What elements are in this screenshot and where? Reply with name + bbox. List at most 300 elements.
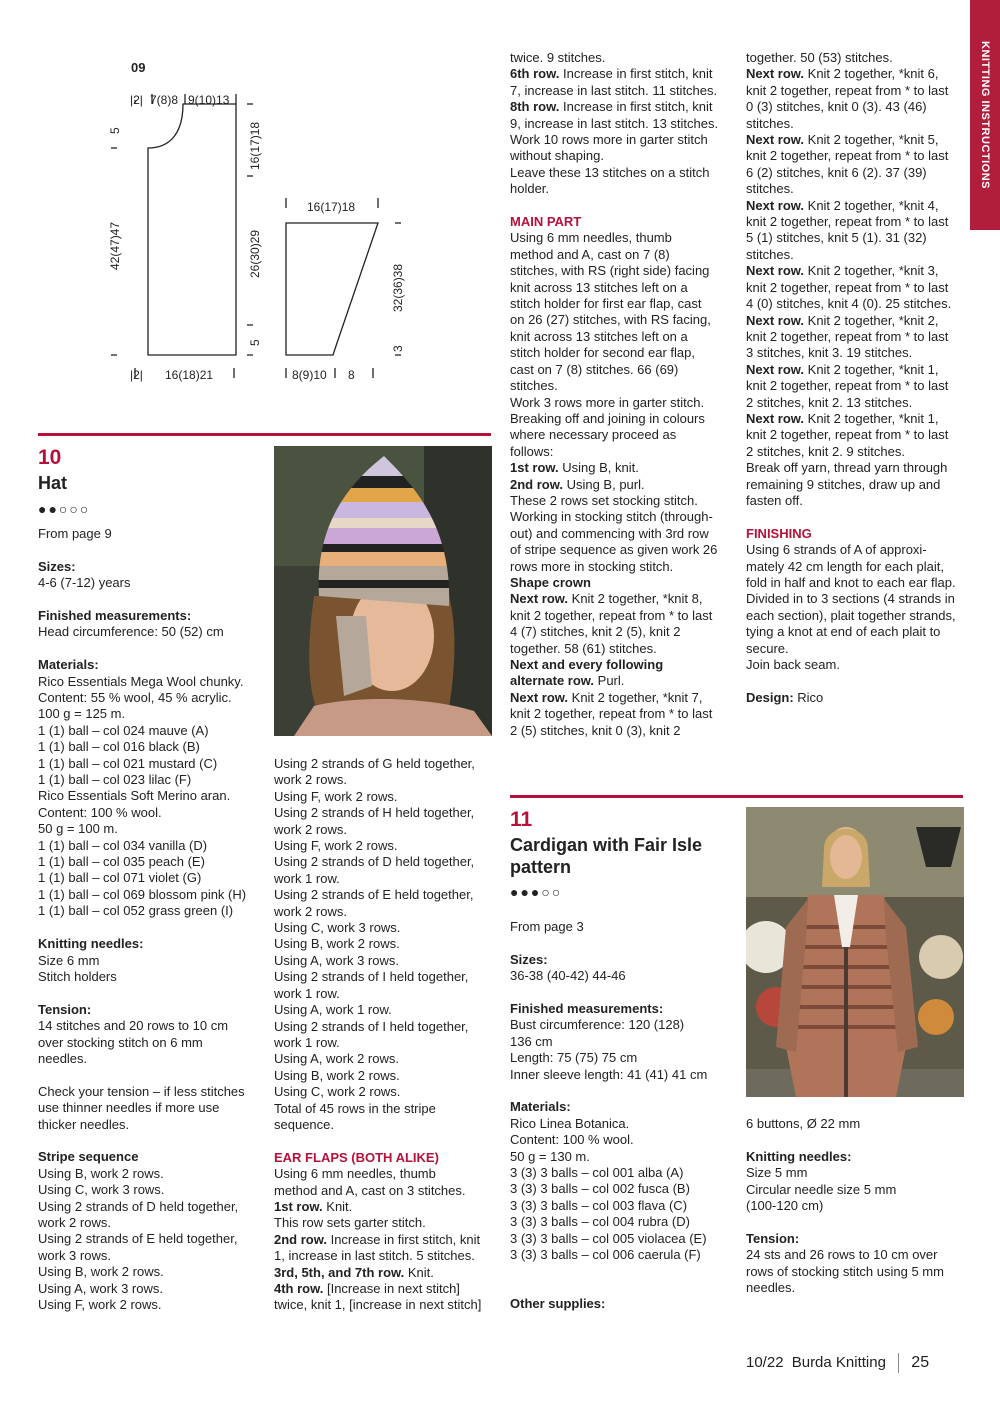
materials-line: 1 (1) ball – col 034 vanilla (D)	[38, 837, 208, 853]
instruction-line	[746, 329, 971, 345]
instruction-line-label: Next row.	[746, 410, 805, 426]
stripe-line: Using 2 strands of H held together,	[274, 805, 475, 821]
instruction-line-text: on 26 (27) stitches, with RS facing,	[510, 312, 711, 328]
instruction-line-text: knit 2 together, repeat from * to last	[746, 82, 949, 98]
instruction-line-text: 9, increase in last stitch. 13 stitches.	[510, 115, 719, 131]
stripe-line: Using A, work 2 rows.	[274, 1051, 399, 1067]
instruction-line	[274, 1281, 499, 1297]
instruction-line-text: Knit 2 together, *knit 3,	[804, 263, 939, 279]
instruction-line-label: Next row.	[510, 689, 569, 705]
instruction-line-label: Next and every following	[510, 657, 664, 673]
materials-line: 3 (3) 3 balls – col 003 flava (C)	[510, 1197, 688, 1213]
instruction-line	[510, 230, 735, 246]
instruction-line-text: where necessary proceed as	[510, 427, 677, 443]
instruction-line-text: remaining 9 stitches, draw up and	[746, 476, 941, 492]
finishing-line: fold in half and knot to each ear flap.	[746, 574, 956, 590]
materials-line: 50 g = 100 m.	[38, 821, 118, 837]
instruction-line-text: [Increase in next stitch]	[323, 1280, 460, 1296]
instruction-line	[746, 378, 971, 394]
instruction-line	[510, 50, 735, 66]
tension-line: over stocking stitch on 6 mm	[38, 1034, 203, 1050]
instruction-line-text: knit 2 together, repeat from * to last	[746, 148, 949, 164]
instruction-line-text: knit 2 together, repeat from * to last	[510, 607, 713, 623]
instruction-line	[510, 706, 735, 722]
instruction-line	[510, 641, 735, 657]
tension-line: needles.	[38, 1050, 88, 1066]
instruction-line-text: Increase in first stitch, knit	[326, 1231, 481, 1247]
cardigan-materials-list	[510, 1116, 735, 1264]
instruction-line-text: stitch holder for second ear flap,	[510, 345, 695, 361]
instruction-line-text: 1, increase in last stitch. 5 stitches.	[274, 1248, 475, 1264]
materials-line: Content: 55 % wool, 45 % acrylic.	[38, 690, 232, 706]
materials-line: 1 (1) ball – col 071 violet (G)	[38, 870, 202, 886]
materials-line: 100 g = 125 m.	[38, 706, 126, 722]
needles-line: Size 6 mm	[38, 952, 100, 968]
instruction-line-text: together. 50 (53) stitches.	[746, 50, 893, 65]
stripe-line: Using B, work 2 rows.	[274, 1067, 400, 1083]
measurement-line: Inner sleeve length: 41 (41) 41 cm	[510, 1066, 708, 1082]
materials-line: 1 (1) ball – col 016 black (B)	[38, 739, 200, 755]
ear-flaps-heading: EAR FLAPS (BOTH ALIKE)	[274, 1149, 439, 1165]
instruction-line	[510, 99, 735, 115]
instruction-line-text: follows:	[510, 443, 554, 459]
sizes-heading: Sizes:	[38, 558, 76, 574]
stripe-line: sequence.	[274, 1116, 334, 1132]
pattern-number-cardigan: 11	[510, 808, 533, 831]
check-line: use thinner needles if more use	[38, 1100, 220, 1116]
instruction-line-label: 3rd, 5th, and 7th row.	[274, 1264, 405, 1280]
instruction-line	[746, 444, 971, 460]
instruction-line-text: fasten off.	[746, 492, 803, 508]
finishing-line: Using 6 strands of A of approxi-	[746, 542, 927, 558]
instruction-line	[746, 427, 971, 443]
instruction-line-text: knit 2 together, repeat from * to last	[746, 279, 949, 295]
instruction-line-text: 3 stitches, knit 3. 19 stitches.	[746, 345, 913, 361]
instruction-line	[510, 296, 735, 312]
stripe-line: Using A, work 1 row.	[274, 1002, 392, 1018]
stripe-line: Using F, work 2 rows.	[274, 788, 398, 804]
sleeve-piece-outline	[286, 223, 378, 355]
instruction-line-text: Purl.	[594, 673, 625, 689]
instruction-line	[274, 1297, 499, 1313]
materials-line: 3 (3) 3 balls – col 002 fusca (B)	[510, 1181, 690, 1197]
instruction-line-text: 0 (3) stitches, knit 0 (3). 43 (46)	[746, 99, 927, 115]
instruction-line-text: Knit 2 together, *knit 1,	[804, 361, 939, 377]
materials-line: 1 (1) ball – col 021 mustard (C)	[38, 755, 218, 771]
main-part-text	[510, 230, 735, 739]
instruction-line	[510, 378, 735, 394]
instruction-line	[746, 493, 971, 509]
hat-column-2	[274, 756, 499, 1314]
dim-sleeve-top: 16(17)18	[307, 200, 356, 214]
instruction-line	[746, 362, 971, 378]
instruction-line	[510, 362, 735, 378]
stripe-sequence-list	[38, 1166, 263, 1314]
instruction-line-text: knit 2 together, repeat from * to last	[746, 214, 949, 230]
cardigan-needles-list	[746, 1165, 971, 1214]
instruction-line	[746, 181, 971, 197]
instruction-line-text: knit 2 together, repeat from * to last	[510, 706, 713, 722]
instruction-line-text: rows more in stocking stitch.	[510, 558, 674, 574]
hat-column-3	[510, 50, 735, 739]
measurements-heading: Finished measurements:	[38, 608, 192, 623]
instruction-line-text: Knit 2 together, *knit 8,	[568, 591, 703, 607]
instruction-line-text: knit 2 together, repeat from * to last	[746, 328, 949, 344]
difficulty-rating: ●●○○○	[38, 501, 91, 517]
footer-divider	[898, 1353, 899, 1373]
materials-line: 3 (3) 3 balls – col 006 caerula (F)	[510, 1247, 701, 1263]
instruction-line-text: Work 10 rows more in garter stitch	[510, 132, 708, 148]
instruction-line	[274, 1199, 499, 1215]
tension-text	[38, 1018, 263, 1067]
instruction-line-label: 1st row.	[274, 1198, 323, 1214]
instruction-line-text: of stripe sequence as given work 26	[510, 542, 718, 558]
instruction-line	[510, 83, 735, 99]
design-credit	[746, 690, 971, 706]
instruction-line	[510, 493, 735, 509]
instruction-line-text: knit across 13 stitches left on a	[510, 279, 688, 295]
cardigan-tension-heading: Tension:	[746, 1230, 800, 1246]
sizes-value: 4-6 (7-12) years	[38, 575, 131, 591]
instruction-line-text: knit 2 together, repeat from * to last	[746, 427, 949, 443]
needles-line: Stitch holders	[38, 968, 117, 984]
instruction-line-text: 7, increase in last stitch. 11 stitches.	[510, 82, 718, 98]
instruction-line-text: twice, knit 1, [increase in next stitch]	[274, 1297, 482, 1313]
instruction-line	[746, 280, 971, 296]
instruction-line-label: alternate row.	[510, 673, 595, 689]
side-tab	[970, 0, 1000, 230]
instruction-line-label: 2nd row.	[274, 1231, 327, 1247]
stripe-line: work 2 rows.	[38, 1214, 111, 1230]
materials-line: 3 (3) 3 balls – col 001 alba (A)	[510, 1165, 684, 1181]
instruction-line-text: stitches.	[746, 181, 794, 197]
instruction-line-label: Next row.	[746, 132, 805, 148]
schematic-diagram	[95, 50, 415, 390]
instruction-line-text: 2 stitches, knit 2. 9 stitches.	[746, 443, 905, 459]
instruction-line	[510, 542, 735, 558]
cardigan-from-page: From page 3	[510, 919, 584, 934]
instruction-line-text: Break off yarn, thread yarn through	[746, 460, 948, 476]
materials-line: 1 (1) ball – col 052 grass green (I)	[38, 903, 234, 919]
pattern-number: 10	[38, 446, 62, 469]
dim-top-2: |2|	[130, 93, 143, 107]
materials-list	[38, 674, 263, 920]
instruction-line	[746, 83, 971, 99]
stripe-line: work 1 row.	[274, 1034, 340, 1050]
materials-line: Rico Essentials Soft Merino aran.	[38, 788, 231, 804]
instruction-line	[510, 247, 735, 263]
instruction-line-text: together. 58 (61) stitches.	[510, 640, 657, 656]
footer-issue: 10/22	[746, 1353, 784, 1371]
instruction-line-text: 4 (0) stitches, knit 4 (0). 25 stitches.	[746, 296, 952, 312]
tension-line: 24 sts and 26 rows to 10 cm over	[746, 1247, 938, 1263]
instruction-line-text: Increase in first stitch, knit	[559, 66, 713, 82]
instruction-line	[510, 690, 735, 706]
cardigan-column-2	[746, 1116, 971, 1296]
stripe-line: Using C, work 3 rows.	[274, 920, 401, 936]
dim-right-side: 26(30)29	[248, 229, 262, 278]
cardigan-measurements-heading: Finished measurements:	[510, 1001, 664, 1016]
instruction-line	[746, 165, 971, 181]
instruction-line-text: Knit 2 together, *knit 7,	[568, 689, 703, 705]
stripe-line: Using 2 strands of G held together,	[274, 756, 475, 771]
instruction-line-text: Knit 2 together, *knit 4,	[804, 197, 939, 213]
instruction-line-text: knit across 13 stitches left on a	[510, 328, 688, 344]
instruction-line	[510, 624, 735, 640]
instruction-line	[746, 395, 971, 411]
stripe-line: Using B, work 2 rows.	[38, 1165, 164, 1181]
stripe-line: Using 2 strands of I held together,	[274, 1018, 469, 1034]
instruction-line	[746, 411, 971, 427]
cardigan-sizes-heading: Sizes:	[510, 951, 548, 967]
instruction-line-text: Knit 2 together, *knit 1,	[804, 410, 939, 426]
instruction-line	[274, 1183, 499, 1199]
stripe-line: work 1 row.	[274, 870, 340, 886]
instruction-line	[746, 132, 971, 148]
tension-heading: Tension:	[38, 1001, 92, 1017]
instruction-line	[510, 312, 735, 328]
instruction-line	[746, 263, 971, 279]
materials-line: Content: 100 % wool.	[38, 804, 162, 820]
dim-right-armhole: 16(17)18	[248, 121, 262, 170]
instruction-line	[746, 214, 971, 230]
instruction-line	[510, 657, 735, 673]
finishing-line: Divided in to 3 sections (4 strands in	[746, 591, 955, 607]
materials-heading: Materials:	[38, 657, 99, 673]
instruction-line-label: Next row.	[746, 263, 805, 279]
instruction-line-text: Using 6 mm needles, thumb	[274, 1166, 436, 1182]
instruction-line-text: Working in stocking stitch (through-	[510, 509, 713, 525]
main-part-heading: MAIN PART	[510, 214, 582, 230]
needles-list	[38, 953, 263, 986]
section-rule-cardigan	[510, 795, 963, 798]
cardigan-tension-text	[746, 1247, 971, 1296]
instruction-line	[510, 181, 735, 197]
stripe-line: Using F, work 2 rows.	[274, 838, 398, 854]
instruction-line-text: Knit 2 together, *knit 5,	[804, 132, 939, 148]
instruction-line-text: stitches.	[746, 115, 794, 131]
instruction-line-label: 6th row.	[510, 66, 560, 82]
materials-line: 3 (3) 3 balls – col 005 violacea (E)	[510, 1230, 707, 1246]
measurements-value: Head circumference: 50 (52) cm	[38, 624, 224, 640]
instruction-line	[510, 460, 735, 476]
pattern-title: Hat	[38, 473, 68, 493]
stripe-line: Total of 45 rows in the stripe	[274, 1100, 436, 1116]
instruction-line-text: method and A, cast on 7 (8)	[510, 246, 670, 262]
instruction-line	[746, 148, 971, 164]
materials-line: 1 (1) ball – col 023 lilac (F)	[38, 772, 192, 788]
tension-line: rows of stocking stitch using 5 mm	[746, 1263, 944, 1279]
side-tab-label: KNITTING INSTRUCTIONS	[979, 41, 991, 189]
instruction-line	[510, 329, 735, 345]
instruction-line-label: 8th row.	[510, 99, 560, 115]
dim-sleeve-bottom-a: 8(9)10	[292, 368, 327, 382]
instruction-line	[746, 313, 971, 329]
stripe-sequence-continued	[274, 756, 499, 1133]
stripe-line: work 1 row.	[274, 985, 340, 1001]
instruction-line-label: Shape crown	[510, 574, 591, 590]
stripe-line: Using C, work 2 rows.	[274, 1084, 401, 1100]
instruction-line	[746, 230, 971, 246]
instruction-line	[746, 50, 971, 66]
dim-sleeve-length: 32(36)38	[391, 263, 405, 312]
instruction-line-label: Next row.	[746, 361, 805, 377]
hat-photo	[274, 446, 492, 736]
instruction-line	[510, 66, 735, 82]
instruction-line-text: method and A, cast on 3 stitches.	[274, 1182, 466, 1198]
instruction-line	[274, 1232, 499, 1248]
stripe-line: work 2 rows.	[274, 821, 347, 837]
instruction-line	[510, 723, 735, 739]
instruction-line	[510, 411, 735, 427]
instruction-line-text: Knit 2 together, *knit 2,	[804, 312, 939, 328]
instruction-line	[510, 148, 735, 164]
dim-sleeve-3: 3	[391, 345, 405, 352]
page-number: 25	[911, 1353, 930, 1371]
ear-flaps-continued	[510, 50, 735, 198]
finishing-text	[746, 542, 971, 673]
materials-line: 50 g = 130 m.	[510, 1148, 590, 1164]
dim-top-neck: 7(8)8	[150, 93, 179, 107]
materials-line: Rico Essentials Mega Wool chunky.	[38, 673, 244, 689]
ear-flaps-text	[274, 1166, 499, 1314]
stripe-line: Using 2 strands of D held together,	[38, 1198, 239, 1214]
instruction-line-text: Work 3 rows more in garter stitch.	[510, 394, 705, 410]
instruction-line	[746, 345, 971, 361]
instruction-line-text: Knit 2 together, *knit 6,	[804, 66, 939, 82]
cardigan-photo	[746, 807, 964, 1097]
buttons-value: 6 buttons, Ø 22 mm	[746, 1116, 861, 1131]
instruction-line-text: 5 (1) stitches, knit 5 (1). 31 (32)	[746, 230, 927, 246]
instruction-line	[274, 1248, 499, 1264]
stripe-line: Using A, work 3 rows.	[38, 1280, 163, 1296]
materials-line: 3 (3) 3 balls – col 004 rubra (D)	[510, 1214, 690, 1230]
finishing-line: Join back seam.	[746, 657, 840, 673]
instruction-line	[510, 591, 735, 607]
materials-line: Content: 100 % wool.	[510, 1132, 634, 1148]
instruction-line	[510, 608, 735, 624]
other-supplies-heading: Other supplies:	[510, 1296, 606, 1312]
stripe-line: Using B, work 2 rows.	[38, 1264, 164, 1280]
check-line: thicker needles.	[38, 1116, 130, 1132]
footer-magazine: Burda Knitting	[791, 1353, 886, 1371]
body-piece-outline	[148, 104, 236, 355]
instruction-line	[510, 509, 735, 525]
measurement-line: Length: 75 (75) 75 cm	[510, 1050, 638, 1066]
footer	[746, 1353, 929, 1373]
instruction-line	[510, 559, 735, 575]
check-line: Check your tension – if less stitches	[38, 1083, 245, 1099]
stripe-line: work 2 rows.	[274, 903, 347, 919]
stripe-line: Using B, work 2 rows.	[274, 936, 400, 952]
tension-line: 14 stitches and 20 rows to 10 cm	[38, 1018, 229, 1034]
instruction-line	[510, 444, 735, 460]
cardigan-materials-heading: Materials:	[510, 1099, 571, 1115]
instruction-line	[510, 477, 735, 493]
instruction-line	[510, 280, 735, 296]
materials-line: 1 (1) ball – col 069 blossom pink (H)	[38, 886, 247, 902]
instruction-line-label: Next row.	[510, 591, 569, 607]
instruction-line-text: Increase in first stitch, knit	[559, 99, 713, 115]
instruction-line	[746, 116, 971, 132]
instruction-line-text: 2 (5) stitches, knit 0 (3), knit 2	[510, 722, 681, 738]
instruction-line-text: Leave these 13 stitches on a stitch	[510, 164, 710, 180]
materials-line: 1 (1) ball – col 024 mauve (A)	[38, 722, 209, 738]
instruction-line-label: Next row.	[746, 312, 805, 328]
stripe-line: work 3 rows.	[38, 1247, 111, 1263]
instruction-line	[746, 247, 971, 263]
crown-shaping-continued	[746, 50, 971, 509]
instruction-line	[274, 1265, 499, 1281]
difficulty-rating-cardigan: ●●●○○	[510, 884, 563, 900]
stripe-line: work 2 rows.	[274, 772, 347, 788]
instruction-line-text: Using B, purl.	[562, 476, 645, 492]
design-label: Design:	[746, 689, 794, 705]
stripe-line: Using A, work 3 rows.	[274, 952, 399, 968]
stripe-line: Using C, work 3 rows.	[38, 1182, 165, 1198]
instruction-line	[746, 99, 971, 115]
pattern-title-cardigan-line1: Cardigan with Fair Isle	[510, 835, 703, 855]
instruction-line	[510, 345, 735, 361]
dim-left-5: 5	[108, 127, 122, 134]
instruction-line-text: out) and commencing with 3rd row	[510, 525, 709, 541]
design-value: Rico	[793, 689, 824, 705]
instruction-line	[746, 296, 971, 312]
instruction-line-text: stitches.	[510, 378, 558, 394]
instruction-line-text: 2 stitches, knit 2. 13 stitches.	[746, 394, 913, 410]
needles-line: (100-120 cm)	[746, 1198, 824, 1214]
finishing-line: mately 42 cm length for each plait,	[746, 558, 944, 574]
instruction-line-text: Knit.	[404, 1264, 434, 1280]
tension-line: needles.	[746, 1280, 796, 1296]
from-page: From page 9	[38, 526, 112, 541]
instruction-line	[746, 477, 971, 493]
measurement-line: 136 cm	[510, 1033, 553, 1049]
materials-line: Rico Linea Botanica.	[510, 1115, 630, 1131]
pattern-title-cardigan-line2: pattern	[510, 857, 572, 877]
finishing-line: each section), plait together strands,	[746, 607, 956, 623]
stripe-line: Using 2 strands of E held together,	[274, 887, 474, 903]
hat-column-4	[746, 50, 971, 706]
needles-line: Circular needle size 5 mm	[746, 1181, 897, 1197]
instruction-line-text: stitches, with RS (right side) facing	[510, 263, 710, 279]
dim-sleeve-bottom-b: 8	[348, 368, 355, 382]
dim-top-shoulder: 9(10)13	[188, 93, 230, 107]
instruction-line-text: stitch holder for first ear flap, cast	[510, 296, 702, 312]
instruction-line	[274, 1215, 499, 1231]
stripe-line: Using 2 strands of E held together,	[38, 1231, 238, 1247]
diagram-number: 09	[131, 60, 146, 75]
dim-right-5: 5	[248, 339, 262, 346]
instruction-line	[510, 673, 735, 689]
cardigan-measurements-list	[510, 1017, 735, 1083]
instruction-line-text: without shaping.	[510, 148, 604, 164]
stripe-heading: Stripe sequence	[38, 1149, 139, 1165]
instruction-line	[746, 198, 971, 214]
measurement-line: Bust circumference: 120 (128)	[510, 1017, 685, 1033]
cardigan-sizes-value: 36-38 (40-42) 44-46	[510, 968, 626, 984]
instruction-line	[510, 165, 735, 181]
instruction-line-label: 4th row.	[274, 1280, 324, 1296]
dim-bottom-2: |2|	[130, 368, 143, 382]
instruction-line	[746, 460, 971, 476]
stripe-line: Using F, work 2 rows.	[38, 1296, 162, 1312]
instruction-line-label: Next row.	[746, 66, 805, 82]
instruction-line	[510, 526, 735, 542]
instruction-line-text: knit 2 together, repeat from * to last	[746, 378, 949, 394]
instruction-line-text: This row sets garter stitch.	[274, 1215, 426, 1231]
stripe-line: Using 2 strands of I held together,	[274, 969, 469, 985]
